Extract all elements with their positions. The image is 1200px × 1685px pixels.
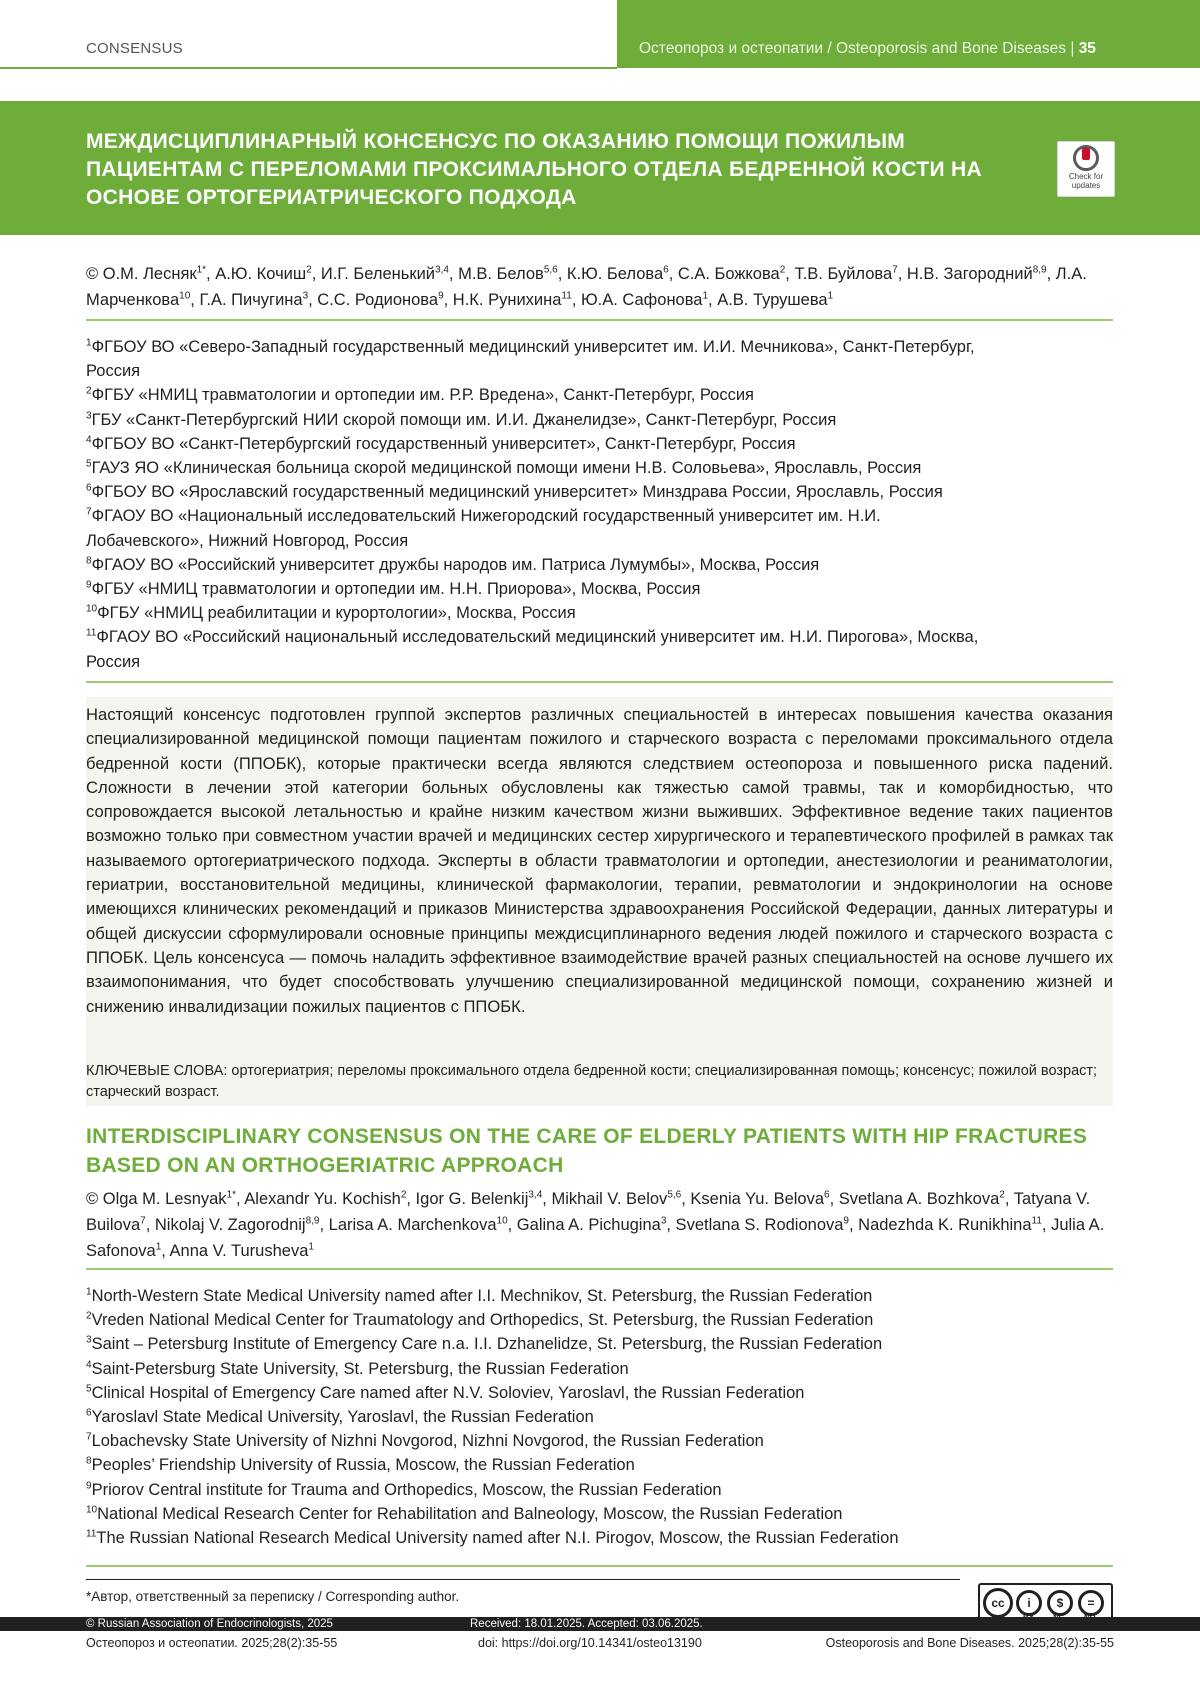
affiliation-text: Clinical Hospital of Emergency Care named after N.V. Soloviev, Yaroslavl, the Russian Federation (91, 1383, 805, 1402)
keywords-text: ортогериатрия; переломы проксимального отдела бедренной кости; специализированная помощь; консенсус; пожилой возраст; старческий возраст. (86, 1063, 1098, 1100)
affiliation-number: 7 (86, 1431, 92, 1443)
affiliation-number: 9 (86, 579, 92, 591)
affiliation-number: 11 (86, 1528, 97, 1540)
author-name: , Ksenia Yu. Belova (681, 1190, 825, 1208)
affiliation-ref: 1* (226, 1189, 237, 1201)
affiliation-ref: 6 (663, 264, 669, 276)
author-name: , Н.В. Загородний (897, 265, 1033, 283)
affiliation-ref: 2 (306, 264, 312, 276)
citation-en: Osteoporosis and Bone Diseases. 2025;28(2):35-55 (825, 1636, 1114, 1650)
running-header-journal (617, 0, 1200, 68)
affiliation-text: ФГБУ «НМИЦ травматологии и ортопедии им. Р.Р. Вредена», Санкт-Петербург, Россия (91, 386, 754, 405)
affiliation-number: 5 (86, 1383, 92, 1395)
author-name: , Н.К. Рунихина (443, 291, 562, 309)
affiliation-ref: 1 (827, 290, 834, 302)
affiliation-ref: 1 (308, 1241, 314, 1253)
header-rule (0, 67, 617, 69)
affiliation-item (86, 383, 1116, 407)
authors-ru (86, 261, 1116, 313)
affiliation-number: 4 (86, 434, 92, 446)
running-header-section: CONSENSUS (86, 40, 183, 57)
citation-ru: Остеопороз и остеопатии. 2025;28(2):35-55 (86, 1636, 338, 1650)
footnote-rule (86, 1579, 960, 1580)
keywords-ru (86, 1061, 1113, 1103)
divider (86, 1268, 1113, 1270)
article-title-ru: МЕЖДИСЦИПЛИНАРНЫЙ КОНСЕНСУС ПО ОКАЗАНИЮ ПОМОЩИ ПОЖИЛЫМ ПАЦИЕНТАМ С ПЕРЕЛОМАМИ ПРОКСИМАЛЬНОГО ОТДЕЛА БЕДРЕННОЙ КОСТИ НА ОСНОВЕ ОРТОГЕРИАТРИЧЕСКОГО ПОДХОДА (86, 130, 982, 209)
affiliation-number: 9 (86, 1480, 92, 1492)
article-title-en: INTERDISCIPLINARY CONSENSUS ON THE CARE OF ELDERLY PATIENTS WITH HIP FRACTURES BASED ON AN ORTHOGERIATRIC APPROACH (86, 1125, 1088, 1177)
affiliation-item (86, 1308, 1116, 1332)
affiliation-ref: 8,9 (305, 1215, 320, 1227)
affiliation-item (86, 1526, 1116, 1550)
affiliation-text: Priorov Central institute for Trauma and Orthopedics, Moscow, the Russian Federation (91, 1480, 722, 1499)
author-name: , И.Г. Беленький (311, 265, 436, 283)
divider (86, 681, 1113, 683)
author-name: , Anna V. Turusheva (161, 1242, 309, 1260)
nc-icon: $ (1047, 1590, 1073, 1616)
affiliation-item (86, 1284, 1116, 1308)
author-name: , Alexandr Yu. Kochish (236, 1190, 401, 1208)
affiliation-item (86, 577, 1116, 601)
author-name: , Svetlana A. Bozhkova (829, 1190, 1000, 1208)
affiliation-ref: 11 (1031, 1215, 1042, 1227)
affiliation-ref: 3,4 (435, 264, 449, 276)
author-name: , Svetlana S. Rodionova (666, 1216, 844, 1234)
doi-link[interactable]: doi: https://doi.org/10.14341/osteo13190 (478, 1636, 702, 1650)
affiliation-number: 7 (86, 506, 92, 518)
affiliation-ref: 2 (999, 1189, 1005, 1201)
affiliation-ref: 1 (155, 1241, 162, 1253)
affiliation-text: Yaroslavl State Medical University, Yaroslavl, the Russian Federation (91, 1408, 594, 1427)
affiliation-ref: 2 (400, 1189, 407, 1201)
affiliation-number: 5 (86, 458, 92, 470)
author-name: , Julia A. Safonova (86, 1216, 1105, 1260)
affiliation-text: ФГБОУ ВО «Санкт-Петербургский государственный университет», Санкт-Петербург, Россия (91, 434, 796, 453)
affiliation-text: ФГАОУ ВО «Национальный исследовательский Нижегородский государственный университет им. Н.И. (91, 507, 881, 526)
affiliation-item (86, 456, 1116, 480)
journal-name: Остеопороз и остеопатии / Osteoporosis and Bone Diseases (639, 40, 1067, 57)
affiliation-text: The Russian National Research Medical University named after N.I. Pirogov, Moscow, the Russian Federation (96, 1529, 899, 1548)
author-name: , Nadezhda K. Runikhina (848, 1216, 1032, 1234)
affiliation-item (86, 1429, 1116, 1453)
affiliation-ref: 9 (438, 290, 444, 302)
affiliation-text: Lobachevsky State University of Nizhni Novgorod, Nizhni Novgorod, the Russian Federation (91, 1432, 764, 1451)
author-name: , А.В. Турушева (708, 291, 828, 309)
affiliation-ref: 7 (892, 264, 898, 276)
affiliation-number: 3 (86, 410, 92, 422)
affiliation-item (86, 1453, 1116, 1477)
abstract-ru: Настоящий консенсус подготовлен группой экспертов различных специальностей в интересах повышения качества оказания специализированной медицинской помощи пациентам пожилого и старческого возраста с переломами проксимального отдела бедренной кости (ППОБК), которые практически всегда являются следствием остеопороза и повышенного риска падений. Сложности в лечении этой категории больных обусловлены как тяжестью самой травмы, так и коморбидностью, что сопровождается высокой летальностью и крайне низким качеством жизни выживших. Эффективное ведение таких пациентов возможно только при совместном участии врачей и медицинских сестер хирургического и терапевтического профилей в рамках так называемого ортогериатрического подхода. Эксперты в области травматологии и ортопедии, анестезиологии и реаниматологии, гериатрии, восстановительной медицины, клинической фармакологии, терапии, ревматологии и эндокринологии на основе имеющихся клинических рекомендаций и приказов Министерства здравоохранения Российской Федерации, данных литературы и общей дискуссии сформулировали основные принципы междисциплинарного ведения людей пожилого и старческого возраста с ППОБК. Цель консенсуса — помочь наладить эффективное взаимодействие врачей разных специальностей на основе лучшего их взаимопонимания, что будет способствовать улучшению специализированной медицинской помощи, сохранению жизней и снижению инвалидизации пожилых пациентов с ППОБК. (86, 705, 1113, 1016)
affiliation-ref: 8,9 (1032, 264, 1047, 276)
by-icon: i (1016, 1590, 1042, 1616)
author-name: , К.Ю. Белова (557, 265, 664, 283)
affiliation-number: 6 (86, 482, 92, 494)
affiliation-ref: 1* (196, 264, 207, 276)
affiliation-ref: 7 (140, 1215, 146, 1227)
affiliation-item (86, 1405, 1116, 1429)
affiliation-item (86, 553, 1116, 577)
affiliation-text: ФГБУ «НМИЦ травматологии и ортопедии им. Н.Н. Приорова», Москва, Россия (91, 580, 701, 599)
affiliations-ru (86, 335, 1116, 674)
affiliation-text: ФГАОУ ВО «Российский национальный исследовательский медицинский университет им. Н.И. Пирогова», Москва, (96, 628, 979, 647)
affiliation-text: Saint-Petersburg State University, St. Petersburg, the Russian Federation (91, 1359, 629, 1378)
affiliation-number: 8 (86, 1455, 92, 1467)
cc-icon: cc (983, 1588, 1013, 1618)
affiliation-text-continued: Лобачевского», Нижний Новгород, Россия (86, 531, 409, 550)
affiliation-text: Peoples’ Friendship University of Russia, Moscow, the Russian Federation (91, 1456, 635, 1475)
affiliation-ref: 3,4 (528, 1189, 543, 1201)
affiliation-text-continued: Россия (86, 652, 141, 671)
affiliation-text: ГАУЗ ЯО «Клиническая больница скорой медицинской помощи имени Н.В. Соловьева», Ярославль, Россия (91, 459, 922, 478)
author-name: , Ю.А. Сафонова (571, 291, 703, 309)
affiliation-ref: 1 (702, 290, 709, 302)
affiliation-ref: 5,6 (543, 264, 558, 276)
crossmark-button[interactable] (1057, 141, 1115, 197)
affiliation-item (86, 625, 1116, 649)
affiliation-ref: 10 (179, 290, 191, 302)
affiliation-number: 2 (86, 1310, 92, 1322)
affiliation-number: 11 (86, 627, 97, 639)
affiliation-text: Vreden National Medical Center for Traumatology and Orthopedics, St. Petersburg, the Russian Federation (91, 1311, 874, 1330)
affiliation-text-continued: Россия (86, 362, 141, 381)
author-name: , С.С. Родионова (308, 291, 439, 309)
affiliation-text: National Medical Research Center for Rehabilitation and Balneology, Moscow, the Russian Federation (97, 1504, 843, 1523)
nd-icon: = (1078, 1590, 1104, 1616)
affiliation-item (86, 1332, 1116, 1356)
author-name: , Larisa A. Marchenkova (319, 1216, 497, 1234)
author-name: , М.В. Белов (448, 265, 544, 283)
affiliation-item (86, 1381, 1116, 1405)
affiliation-number: 1 (86, 337, 92, 349)
affiliation-ref: 9 (843, 1215, 849, 1227)
author-name: , С.А. Божкова (668, 265, 780, 283)
affiliation-number: 3 (86, 1334, 92, 1346)
author-name: , Г.А. Пичугина (190, 291, 303, 309)
affiliation-text: ФГБУ «НМИЦ реабилитации и курортологии», Москва, Россия (97, 604, 576, 623)
author-name: © Olga M. Lesnyak (86, 1190, 227, 1208)
affiliation-ref: 3 (302, 290, 309, 302)
author-name: , Igor G. Belenkij (406, 1190, 529, 1208)
affiliation-number: 4 (86, 1359, 92, 1371)
divider (86, 1565, 1113, 1567)
affiliation-item (86, 408, 1116, 432)
page-number: 35 (1078, 40, 1096, 57)
affiliation-ref: 6 (824, 1189, 830, 1201)
affiliation-item (86, 1502, 1116, 1526)
keywords-label: КЛЮЧЕВЫЕ СЛОВА: (86, 1063, 228, 1079)
affiliation-text: North-Western State Medical University named after I.I. Mechnikov, St. Petersburg, the Russian Federation (91, 1287, 873, 1305)
author-name: , Л.А. Марченкова (86, 265, 1087, 309)
affiliation-number: 6 (86, 1407, 92, 1419)
author-name: , Т.В. Буйлова (785, 265, 893, 283)
affiliation-ref: 3 (660, 1215, 667, 1227)
author-name: , А.Ю. Кочиш (206, 265, 307, 283)
affiliation-number: 2 (86, 385, 92, 397)
received-accepted: Received: 18.01.2025. Accepted: 03.06.2025. (470, 1618, 703, 1630)
affiliation-number: 8 (86, 555, 92, 567)
copyright: © Russian Association of Endocrinologists, 2025 (86, 1618, 333, 1630)
authors-en (86, 1186, 1116, 1264)
affiliation-text: Saint – Petersburg Institute of Emergency Care n.a. I.I. Dzhanelidze, St. Petersburg, the Russian Federation (91, 1335, 883, 1354)
corresponding-author-footnote: *Автор, ответственный за переписку / Corresponding author. (86, 1589, 460, 1604)
affiliation-item (86, 335, 1116, 359)
affiliation-text: ГБУ «Санкт-Петербургский НИИ скорой помощи им. И.И. Джанелидзе», Санкт-Петербург, Россия (91, 410, 837, 429)
author-name: , Tatyana V. Builova (86, 1190, 1091, 1234)
affiliation-text: ФГБОУ ВО «Ярославский государственный медицинский университет» Минздрава России, Ярославль, Россия (91, 483, 943, 502)
affiliation-text: ФГАОУ ВО «Российский университет дружбы народов им. Патриса Лумумбы», Москва, Россия (91, 555, 820, 574)
divider (86, 319, 1113, 321)
affiliation-number: 10 (86, 603, 98, 615)
affiliation-ref: 10 (496, 1215, 508, 1227)
affiliation-ref: 2 (779, 264, 786, 276)
affiliation-item (86, 1478, 1116, 1502)
header-separator: | (1070, 40, 1075, 57)
crossmark-label: Check for updates (1068, 172, 1104, 190)
affiliation-number: 1 (86, 1286, 92, 1298)
author-name: © О.М. Лесняк (86, 265, 197, 283)
affiliation-number: 10 (86, 1504, 98, 1516)
affiliation-item (86, 601, 1116, 625)
affiliation-item (86, 480, 1116, 504)
affiliation-text: ФГБОУ ВО «Северо-Западный государственный медицинский университет им. И.И. Мечникова», Санкт-Петербург, (91, 338, 975, 356)
affiliation-item (86, 432, 1116, 456)
author-name: , Galina A. Pichugina (507, 1216, 661, 1234)
affiliation-ref: 11 (561, 290, 572, 302)
affiliation-ref: 5,6 (667, 1189, 682, 1201)
affiliations-en (86, 1284, 1116, 1550)
author-name: , Nikolaj V. Zagorodnij (145, 1216, 306, 1234)
author-name: , Mikhail V. Belov (542, 1190, 668, 1208)
affiliation-item (86, 504, 1116, 528)
crossmark-icon (1073, 145, 1099, 171)
affiliation-item (86, 1357, 1116, 1381)
